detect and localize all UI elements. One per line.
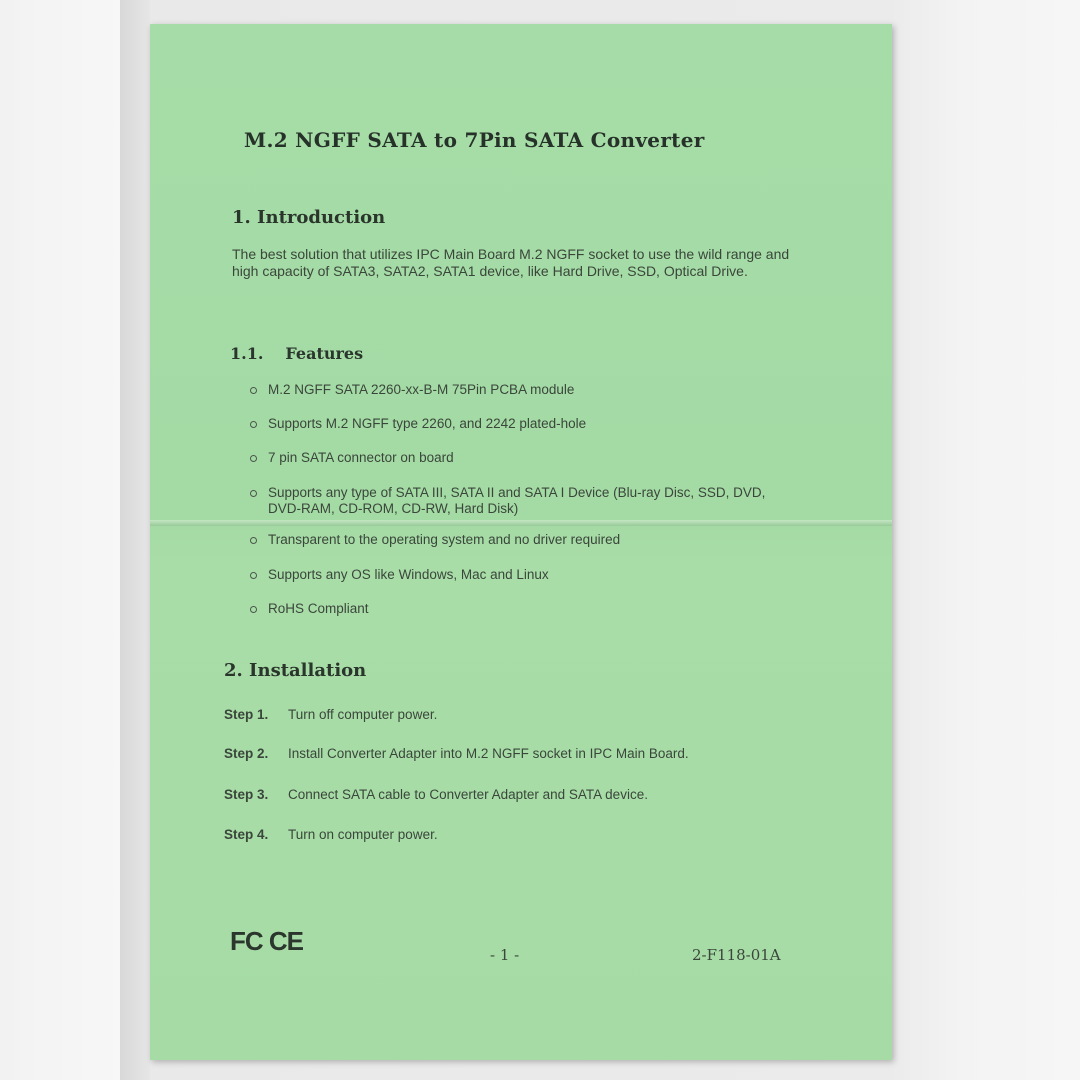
- document-code: 2-F118-01A: [692, 946, 781, 964]
- step-text: Turn on computer power.: [288, 827, 438, 842]
- step-label: Step 4.: [224, 827, 269, 842]
- document-title: M.2 NGFF SATA to 7Pin SATA Converter: [244, 128, 705, 152]
- step-label: Step 2.: [224, 746, 269, 761]
- features-heading: [230, 344, 363, 363]
- install-step: [224, 707, 437, 722]
- features-title: Features: [285, 344, 364, 363]
- feature-text: 7 pin SATA connector on board: [268, 450, 454, 465]
- step-text: Turn off computer power.: [288, 707, 438, 722]
- feature-text: Supports any OS like Windows, Mac and Linux: [268, 567, 549, 582]
- step-label: Step 1.: [224, 707, 269, 722]
- installation-heading: 2. Installation: [224, 660, 367, 681]
- bullet-icon: [250, 387, 257, 394]
- page-number: - 1 -: [490, 946, 520, 964]
- step-text: Connect SATA cable to Converter Adapter and SATA device.: [288, 787, 648, 802]
- step-text: Install Converter Adapter into M.2 NGFF socket in IPC Main Board.: [288, 746, 689, 761]
- fcc-ce-logo: FC CE: [230, 926, 303, 956]
- bullet-icon: [250, 572, 257, 579]
- bullet-icon: [250, 490, 257, 497]
- bullet-icon: [250, 421, 257, 428]
- install-step: [224, 746, 689, 761]
- install-step: [224, 787, 648, 802]
- features-number: 1.1.: [230, 344, 264, 363]
- bullet-icon: [250, 537, 257, 544]
- feature-text: RoHS Compliant: [268, 601, 369, 616]
- background-shadow: [120, 0, 150, 1080]
- step-label: Step 3.: [224, 787, 269, 802]
- bullet-icon: [250, 455, 257, 462]
- feature-text: M.2 NGFF SATA 2260-xx-B-M 75Pin PCBA module: [268, 382, 575, 397]
- paper-fold: [150, 520, 892, 526]
- feature-text: Supports M.2 NGFF type 2260, and 2242 plated-hole: [268, 416, 587, 431]
- install-step: [224, 827, 438, 842]
- bullet-icon: [250, 606, 257, 613]
- introduction-text: The best solution that utilizes IPC Main Board M.2 NGFF socket to use the wild range and high capacity of SATA3, SATA2, SATA1 device, like Hard Drive, SSD, Optical Drive.: [232, 246, 790, 279]
- feature-text: Transparent to the operating system and no driver required: [268, 532, 621, 547]
- instruction-sheet: [150, 24, 892, 1060]
- introduction-heading: 1. Introduction: [232, 207, 386, 228]
- feature-text: Supports any type of SATA III, SATA II and SATA I Device (Blu-ray Disc, SSD, DVD, DVD-RAM, CD-ROM, CD-RW, Hard Disk): [268, 485, 766, 516]
